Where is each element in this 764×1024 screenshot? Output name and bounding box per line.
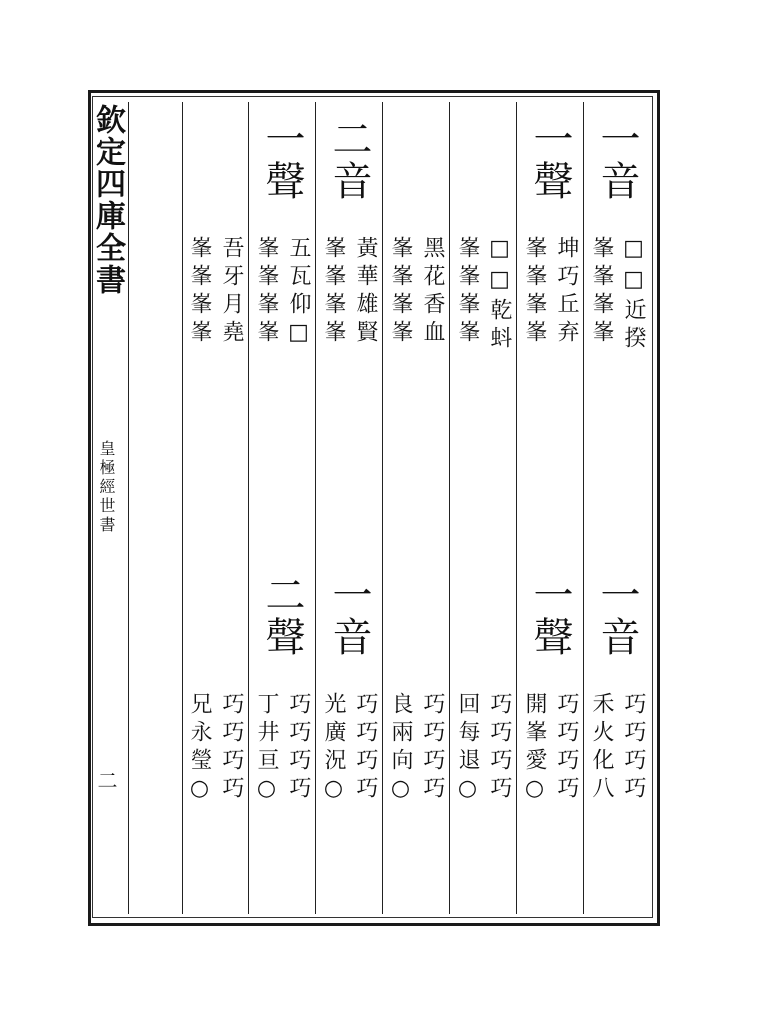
column-bottom-row: 巧巧巧巧 — [353, 692, 378, 804]
column-top-row: 峯峯峯峯 — [589, 236, 614, 348]
column-top-row: 峯峯峯峯 — [455, 236, 480, 348]
column-bottom-row: 巧巧巧巧 — [420, 692, 445, 804]
column-rule — [583, 102, 584, 914]
column-top-row: 黑花香血 — [420, 236, 445, 348]
column-bottom-row: 巧巧巧巧 — [487, 692, 512, 804]
column-top-label: 二音 — [326, 118, 372, 202]
column-bottom-label: 一音 — [594, 574, 640, 658]
column-top-row: 峯峯峯峯 — [388, 236, 413, 348]
column-bottom-row: 禾火化八 — [589, 692, 614, 804]
column-rule — [315, 102, 316, 914]
column-bottom-row: 回每退○ — [455, 692, 480, 807]
column-bottom-row: 巧巧巧巧 — [286, 692, 311, 804]
column-top-row: 坤巧丘弃 — [554, 236, 579, 348]
column-top-row: 峯峯峯峯 — [522, 236, 547, 348]
column-top-row: 峯峯峯峯 — [187, 236, 212, 348]
column-rule — [128, 102, 129, 914]
column-rule — [382, 102, 383, 914]
column-rule — [516, 102, 517, 914]
column-bottom-row: 開峯愛○ — [522, 692, 547, 807]
column-bottom-label: 一聲 — [527, 574, 573, 658]
column-rule — [182, 102, 183, 914]
column-bottom-row: 丁井亘○ — [254, 692, 279, 807]
column-bottom-label: 一音 — [326, 574, 372, 658]
column-bottom-row: 良兩向○ — [388, 692, 413, 807]
column-bottom-row: 巧巧巧巧 — [621, 692, 646, 804]
column-top-row: 吾牙月堯 — [219, 236, 244, 348]
column-top-row: 黃華雄賢 — [353, 236, 378, 348]
column-top-row: □□近揆 — [621, 236, 646, 354]
column-top-row: 峯峯峯峯 — [254, 236, 279, 348]
column-top-label: 一聲 — [527, 118, 573, 202]
book-title: 皇極經世書 — [97, 440, 116, 535]
column-rule — [449, 102, 450, 914]
column-bottom-row: 巧巧巧巧 — [554, 692, 579, 804]
column-bottom-label: 二聲 — [259, 574, 305, 658]
column-bottom-row: 巧巧巧巧 — [219, 692, 244, 804]
column-top-row: 五瓦仰□ — [286, 236, 311, 351]
collection-title: 欽定四庫全書 — [90, 104, 125, 296]
column-top-row: □□乾蚪 — [487, 236, 512, 354]
page-number: 二 — [94, 770, 118, 790]
column-rule — [248, 102, 249, 914]
column-top-label: 一音 — [594, 118, 640, 202]
column-bottom-row: 光廣況○ — [321, 692, 346, 807]
column-bottom-row: 兄永瑩○ — [187, 692, 212, 807]
column-top-row: 峯峯峯峯 — [321, 236, 346, 348]
column-top-label: 一聲 — [259, 118, 305, 202]
